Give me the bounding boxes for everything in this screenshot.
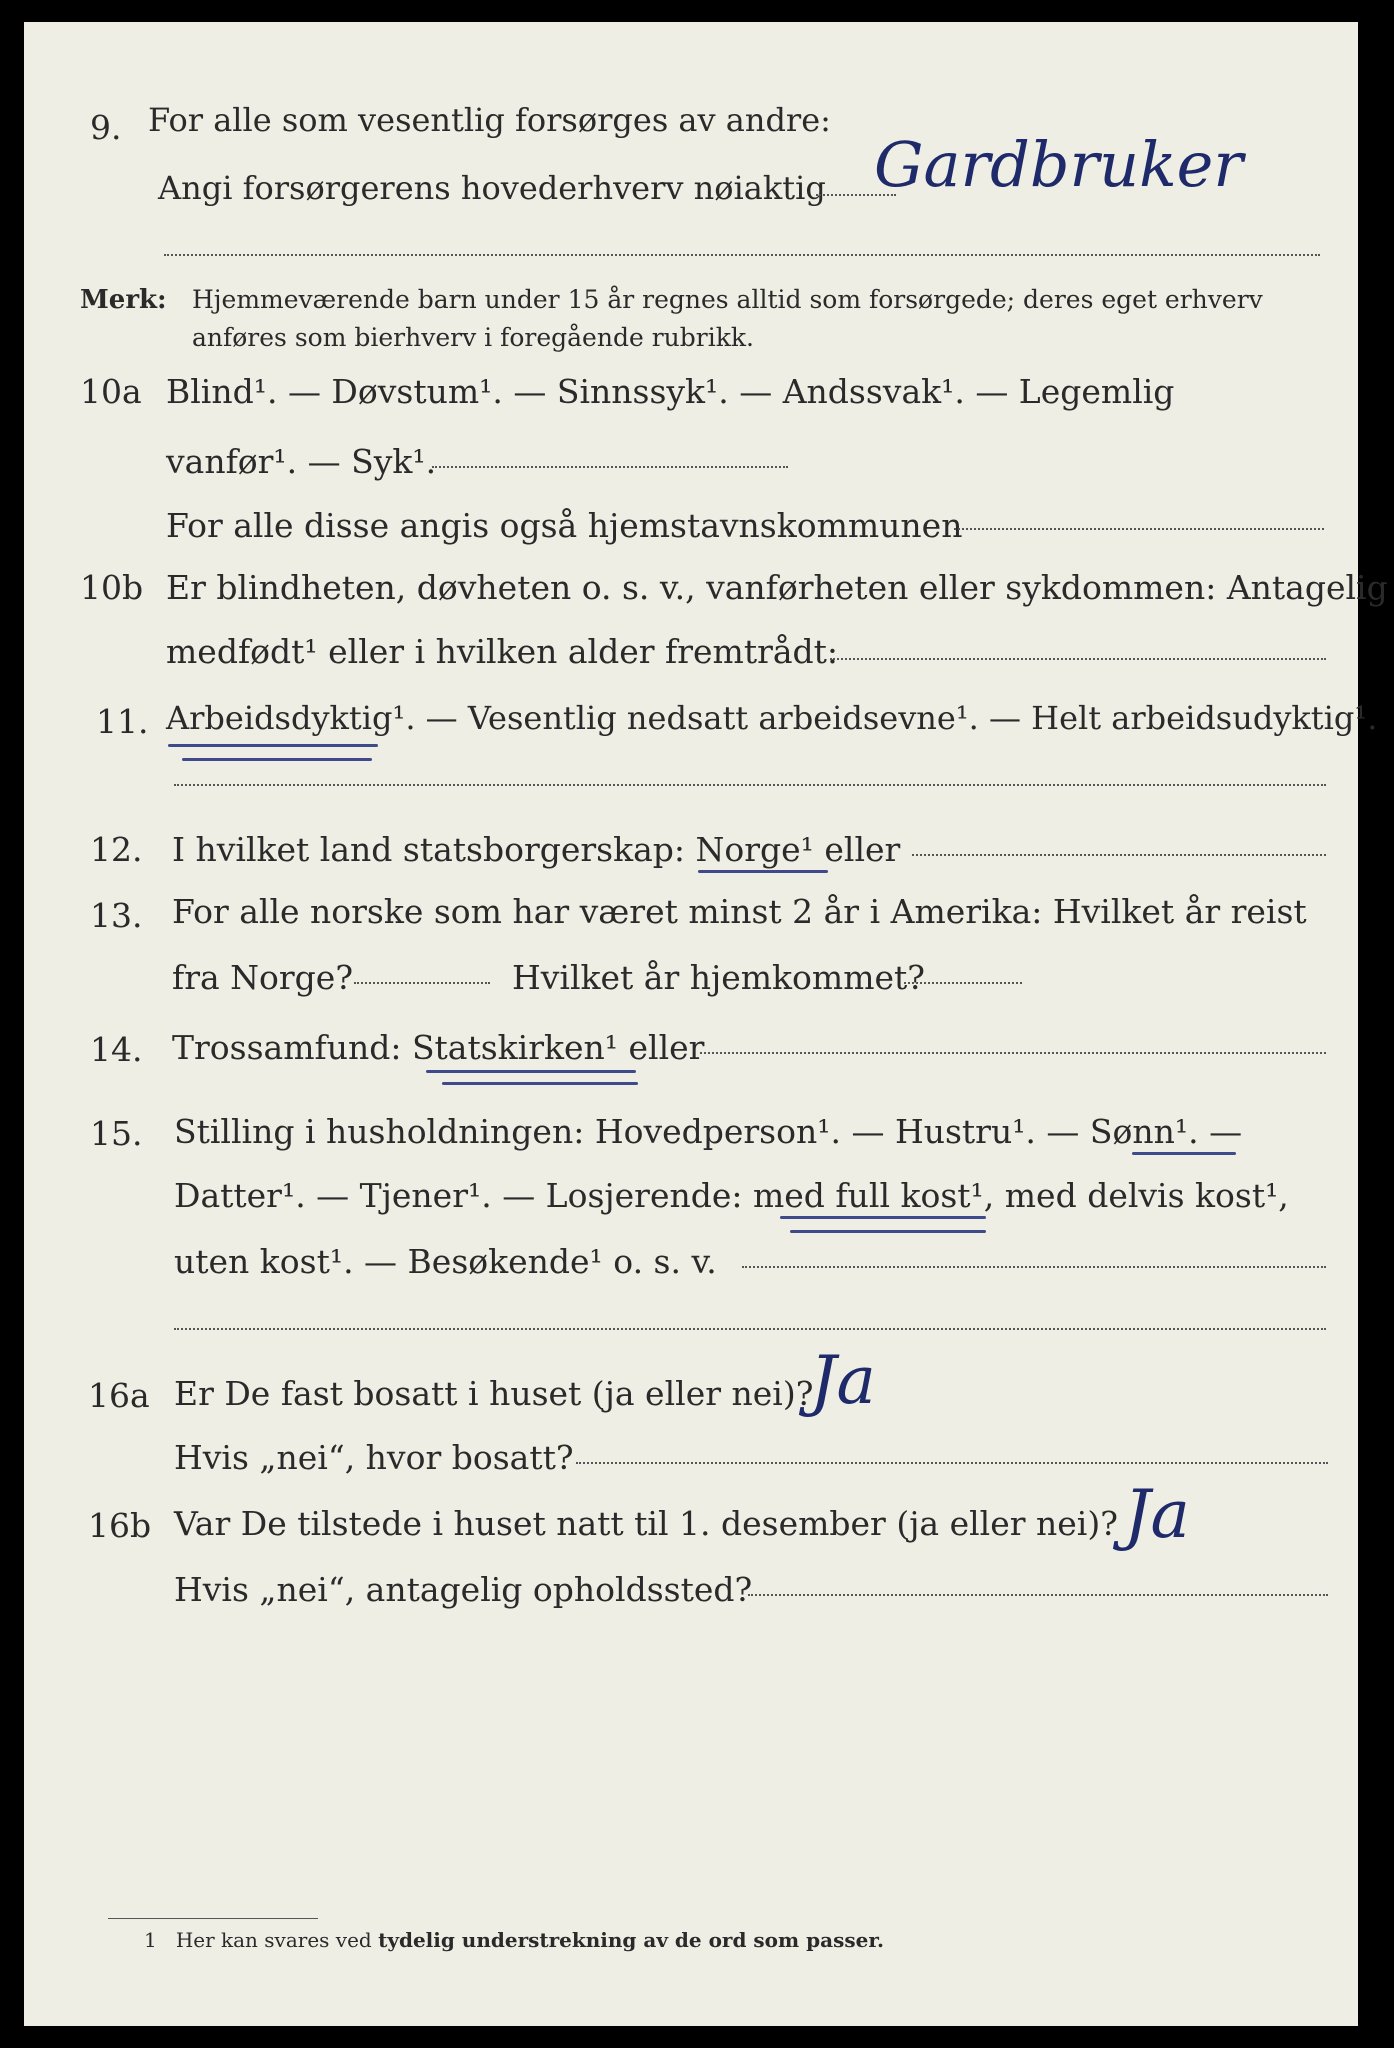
q15-number: 15. [90, 1114, 143, 1153]
q12-number: 12. [90, 830, 143, 869]
q10a-syk-dotline [432, 466, 788, 468]
footnote-mark: 1 [144, 1928, 157, 1952]
q9-handwritten-answer: Gardbruker [874, 128, 1243, 201]
q11-extra-dotline [174, 784, 1326, 786]
q11-underline-mark-2 [182, 758, 372, 761]
footnote-emphasis: tydelig understrekning av de ord som passer. [378, 1928, 884, 1952]
q14-statskirken-underline [426, 1070, 636, 1073]
q15-fullkost-underline-2 [790, 1230, 986, 1233]
q13-hjemkommet-dotline [904, 982, 1022, 984]
q11-underline-mark [168, 744, 378, 747]
q9-line1: For alle som vesentlig forsørges av andre: [148, 101, 831, 139]
q16b-handwritten-answer: Ja [1124, 1476, 1190, 1553]
q9-line2: Angi forsørgerens hovederhverv nøiaktig [158, 169, 826, 207]
merk-line1: Hjemmeværende barn under 15 år regnes alltid som forsørgede; deres eget erhverv [192, 285, 1263, 314]
q15-line1: Stilling i husholdningen: Hovedperson¹. — Hustru¹. — Sønn¹. — [174, 1112, 1243, 1151]
footnote [144, 1926, 884, 1954]
q11-number: 11. [96, 702, 149, 741]
q9-extra-dotline [164, 254, 1320, 256]
q14-statskirken-underline-2 [442, 1082, 638, 1085]
q16b-line1: Var De tilstede i huset natt til 1. desember (ja eller nei)? [174, 1504, 1118, 1543]
q16b-line2: Hvis „nei“, antagelig opholdssted? [174, 1570, 753, 1609]
merk-line2: anføres som bierhverv i foregående rubrikk. [192, 323, 754, 352]
q13-line2: fra Norge? [172, 958, 354, 997]
q15-sonn-underline [1132, 1152, 1236, 1155]
q13-reist-dotline [354, 982, 490, 984]
q16b-opholdssted-dotline [748, 1594, 1328, 1596]
q10a-hjemstavn-dotline [954, 528, 1324, 530]
q14-number: 14. [90, 1030, 143, 1069]
q16a-line2: Hvis „nei“, hvor bosatt? [174, 1438, 574, 1477]
q10b-alder-dotline [830, 658, 1326, 660]
q11-line1: Arbeidsdyktig¹. — Vesentlig nedsatt arbeidsevne¹. — Helt arbeidsudyktig¹. [166, 699, 1378, 737]
footnote-text: Her kan svares ved [175, 1928, 372, 1952]
q16a-bosatt-dotline [576, 1462, 1328, 1464]
q10a-line2: vanfør¹. — Syk¹. [166, 442, 437, 481]
q10b-line2: medfødt¹ eller i hvilken alder fremtrådt: [166, 632, 839, 671]
q13-line1: For alle norske som har været minst 2 år i Amerika: Hvilket år reist [172, 892, 1307, 931]
q15-line3: uten kost¹. — Besøkende¹ o. s. v. [174, 1242, 717, 1281]
q10b-number: 10b [80, 568, 144, 607]
q15-line2: Datter¹. — Tjener¹. — Losjerende: med full kost¹, med delvis kost¹, [174, 1176, 1289, 1215]
q10a-number: 10a [80, 372, 142, 411]
q15-extra-dotline [174, 1328, 1326, 1330]
merk-label: Merk: [80, 285, 167, 315]
q15-osv-dotline [742, 1266, 1326, 1268]
q16a-handwritten-answer: Ja [810, 1342, 876, 1419]
q14-eller-dotline [700, 1052, 1326, 1054]
q16b-number: 16b [88, 1506, 152, 1545]
q9-number: 9. [90, 108, 122, 147]
q12-norge-underline [698, 870, 828, 873]
q10b-line1: Er blindheten, døvheten o. s. v., vanførheten eller sykdommen: Antagelig [166, 568, 1388, 607]
q13-line2b: Hvilket år hjemkommet? [512, 958, 925, 997]
q14-line1: Trossamfund: Statskirken¹ eller [172, 1028, 705, 1067]
census-form-page [24, 22, 1388, 2026]
q16a-number: 16a [88, 1376, 150, 1415]
q16a-line1: Er De fast bosatt i huset (ja eller nei)? [174, 1374, 814, 1413]
q12-line1: I hvilket land statsborgerskap: Norge¹ eller [172, 830, 901, 869]
q10a-line3: For alle disse angis også hjemstavnskommunen [166, 506, 963, 545]
q12-eller-dotline [912, 854, 1326, 856]
q15-fullkost-underline [780, 1216, 986, 1219]
q13-number: 13. [90, 896, 143, 935]
footnote-rule [108, 1918, 318, 1919]
q10a-line1: Blind¹. — Døvstum¹. — Sinnssyk¹. — Andssvak¹. — Legemlig [166, 372, 1175, 411]
